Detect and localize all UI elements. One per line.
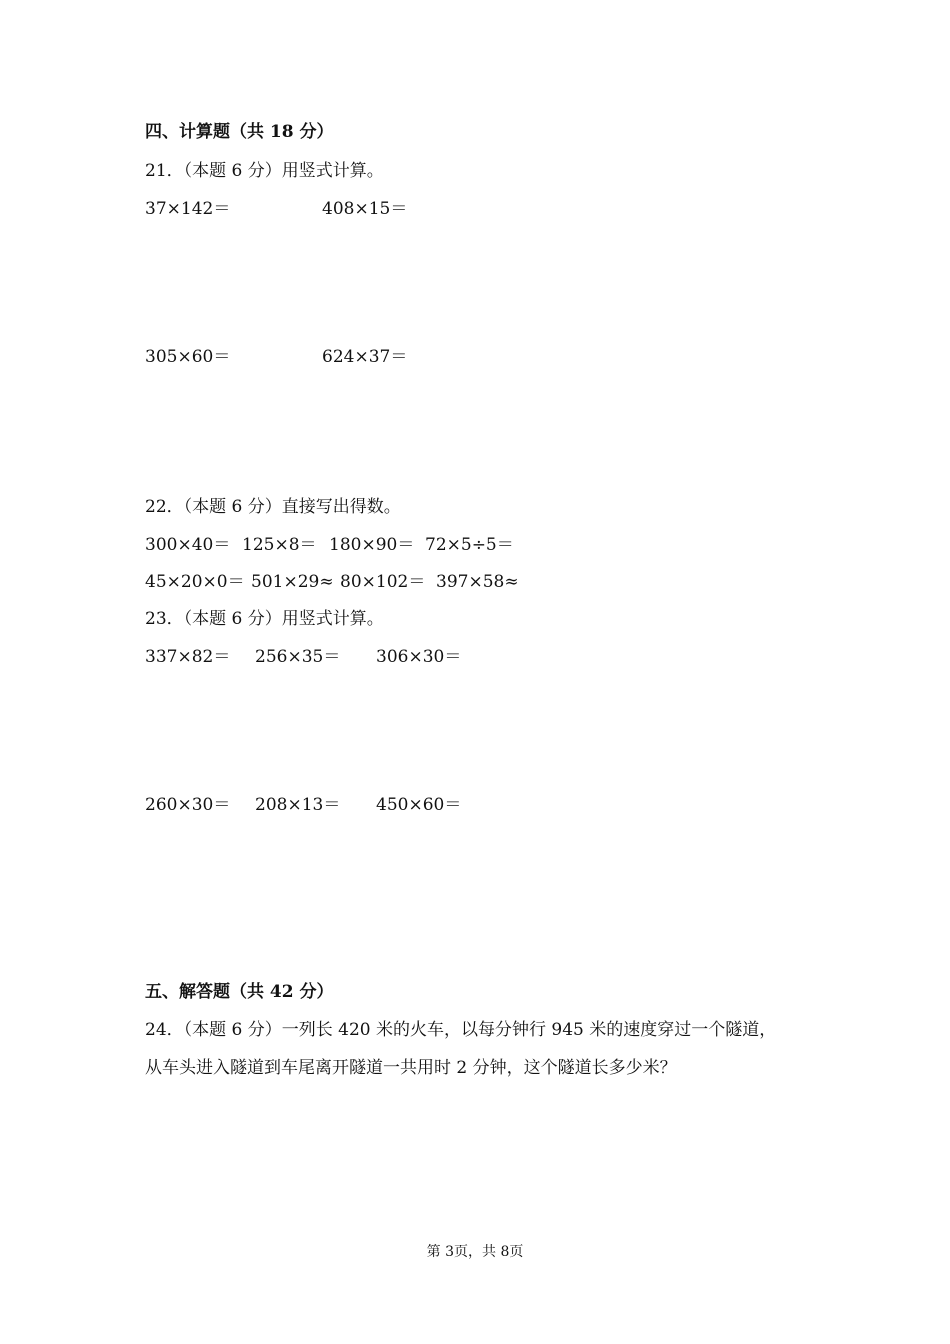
exercise-21-4: 624×37＝: [322, 347, 408, 367]
exercise-22-3: 180×90＝: [329, 535, 415, 555]
exercise-21-2: 408×15＝: [322, 199, 408, 219]
question-21-title: 21．（本题 6 分）用竖式计算。: [145, 161, 384, 181]
exercise-22-2: 125×8＝: [242, 535, 317, 555]
question-23-title: 23．（本题 6 分）用竖式计算。: [145, 609, 384, 629]
question-24-line-1: 24．（本题 6 分）一列长 420 米的火车，以每分钟行 945 米的速度穿过一个隧道，: [145, 1020, 777, 1040]
exercise-23-4: 260×30＝: [145, 795, 231, 815]
exercise-23-3: 306×30＝: [376, 647, 462, 667]
exercise-23-5: 208×13＝: [255, 795, 341, 815]
exercise-22-5: 45×20×0＝: [145, 572, 245, 592]
exercise-22-7: 80×102＝: [340, 572, 426, 592]
exercise-23-1: 337×82＝: [145, 647, 231, 667]
question-22-title: 22．（本题 6 分）直接写出得数。: [145, 497, 401, 517]
exercise-23-6: 450×60＝: [376, 795, 462, 815]
section-4-heading: 四、计算题（共 18 分）: [145, 122, 334, 142]
exercise-22-6: 501×29≈: [251, 572, 334, 592]
exercise-22-1: 300×40＝: [145, 535, 231, 555]
exercise-22-8: 397×58≈: [436, 572, 519, 592]
exercise-21-1: 37×142＝: [145, 199, 231, 219]
page-number-footer: 第 3页，共 8页: [426, 1244, 524, 1260]
question-24-line-2: 从车头进入隧道到车尾离开隧道一共用时 2 分钟，这个隧道长多少米？: [145, 1058, 677, 1078]
exercise-23-2: 256×35＝: [255, 647, 341, 667]
section-5-heading: 五、解答题（共 42 分）: [145, 982, 334, 1002]
exercise-22-4: 72×5÷5＝: [425, 535, 514, 555]
exercise-21-3: 305×60＝: [145, 347, 231, 367]
